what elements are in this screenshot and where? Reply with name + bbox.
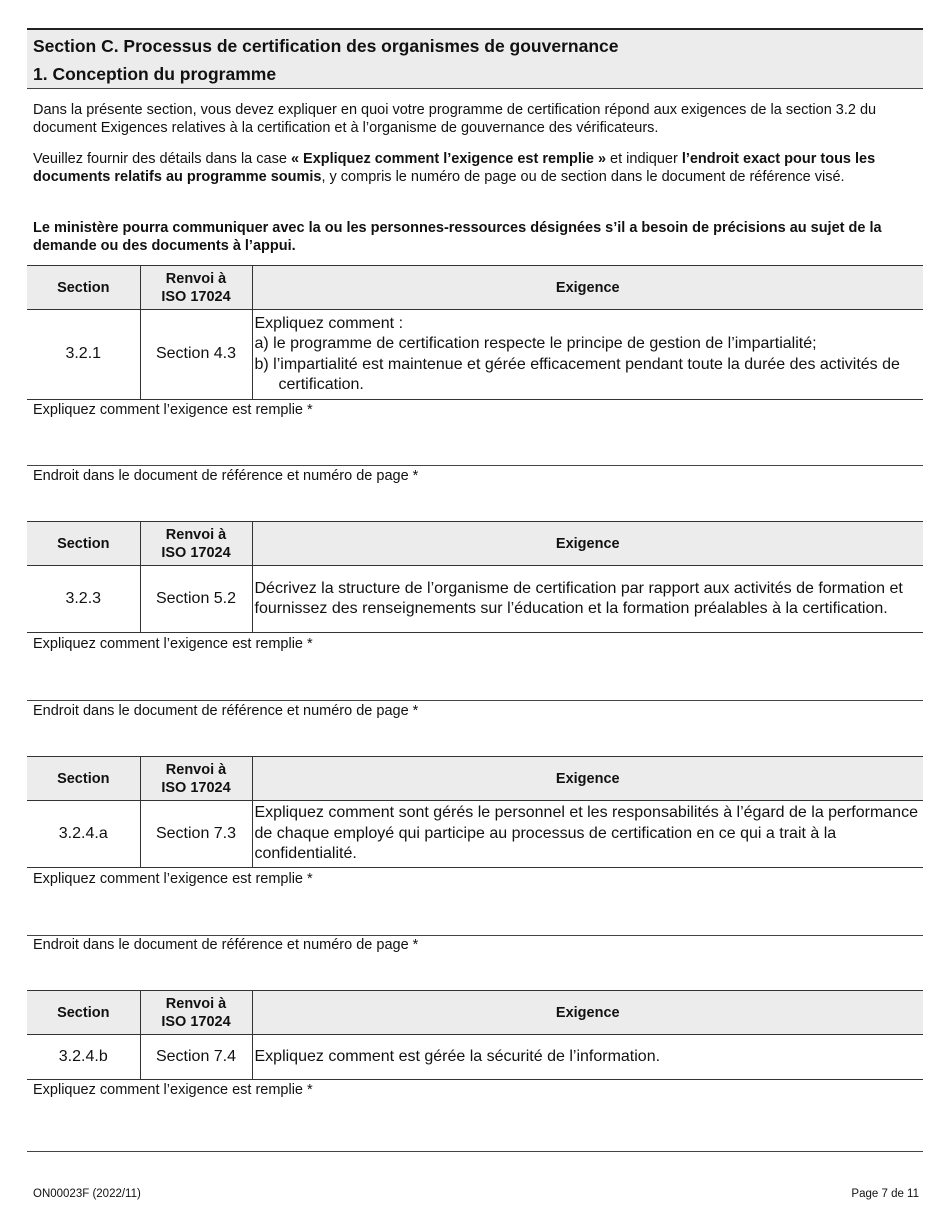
requirement-text: Expliquez comment est gérée la sécurité de l’information.	[252, 1035, 923, 1080]
location-field-label: Endroit dans le document de référence et numéro de page *	[33, 468, 419, 484]
column-header-iso: Renvoi à ISO 17024	[140, 266, 252, 310]
section-number: 3.2.4.a	[27, 801, 140, 868]
explain-field-line[interactable]	[27, 1151, 923, 1152]
column-header-requirement: Exigence	[252, 522, 923, 566]
requirement-text: Expliquez comment sont gérés le personnel et les responsabilités à l’égard de la performance de chaque employé qui participe au processus de certification en ce qui a trait à la confidentialité.	[252, 801, 923, 868]
iso-reference: Section 7.4	[140, 1035, 252, 1080]
section-number: 3.2.1	[27, 310, 140, 400]
column-header-requirement: Exigence	[252, 757, 923, 801]
column-header-iso: Renvoi à ISO 17024	[140, 522, 252, 566]
column-header-requirement: Exigence	[252, 991, 923, 1035]
subsection-title: 1. Conception du programme	[27, 61, 923, 89]
requirement-table-1	[27, 265, 923, 400]
requirement-text: Décrivez la structure de l’organisme de certification par rapport aux activités de formation et fournissez des renseignements sur l’éducation et la formation préalables à la certification.	[252, 566, 923, 633]
column-header-iso: Renvoi à ISO 17024	[140, 991, 252, 1035]
intro-paragraph: Dans la présente section, vous devez expliquer en quoi votre programme de certification répond aux exigences de la section 3.2 du document Exigences relatives à la certification et à l’organisme de gouvernance des vérificateurs.	[33, 102, 877, 136]
requirement-item: b) l’impartialité est maintenue et gérée efficacement pendant toute la durée des activités de certification.	[254, 355, 900, 393]
iso-reference: Section 7.3	[140, 801, 252, 868]
column-header-section: Section	[27, 266, 140, 310]
instruction-paragraph: Veuillez fournir des détails dans la case « Expliquez comment l’exigence est remplie » et indiquer l’endroit exact pour tous les documents relatifs au programme soumis, y compris le numéro de page ou de section dans le document de référence visé.	[33, 151, 876, 185]
explain-field-line[interactable]	[27, 700, 923, 701]
requirement-item: a) le programme de certification respecte le principe de gestion de l’impartialité;	[254, 335, 817, 352]
iso-reference: Section 4.3	[140, 310, 252, 400]
requirement-table-2	[27, 521, 923, 633]
location-field-label: Endroit dans le document de référence et numéro de page *	[33, 937, 419, 953]
column-header-section: Section	[27, 991, 140, 1035]
page-number: Page 7 de 11	[851, 1188, 919, 1200]
section-title: Section C. Processus de certification des organismes de gouvernance	[27, 28, 923, 62]
explain-field-label: Expliquez comment l’exigence est remplie *	[33, 636, 313, 652]
section-number: 3.2.3	[27, 566, 140, 633]
form-code: ON00023F (2022/11)	[33, 1188, 141, 1200]
requirement-table-3	[27, 756, 923, 868]
column-header-requirement: Exigence	[252, 266, 923, 310]
explain-field-label: Expliquez comment l’exigence est remplie *	[33, 402, 313, 418]
location-field-label: Endroit dans le document de référence et numéro de page *	[33, 703, 419, 719]
explain-field-line[interactable]	[27, 935, 923, 936]
requirement-table-4	[27, 990, 923, 1080]
section-number: 3.2.4.b	[27, 1035, 140, 1080]
column-header-iso: Renvoi à ISO 17024	[140, 757, 252, 801]
column-header-section: Section	[27, 757, 140, 801]
contact-notice: Le ministère pourra communiquer avec la ou les personnes-ressources désignées s’il a besoin de précisions au sujet de la demande ou des documents à l’appui.	[33, 220, 882, 254]
explain-field-line[interactable]	[27, 465, 923, 466]
requirement-text: Expliquez comment : a) le programme de certification respecte le principe de gestion de l’impartialité; b) l’impartialité est maintenue et gérée efficacement pendant toute la durée des activités de certification.	[252, 310, 923, 400]
iso-reference: Section 5.2	[140, 566, 252, 633]
explain-field-label: Expliquez comment l’exigence est remplie *	[33, 1082, 313, 1098]
explain-field-label: Expliquez comment l’exigence est remplie *	[33, 871, 313, 887]
column-header-section: Section	[27, 522, 140, 566]
